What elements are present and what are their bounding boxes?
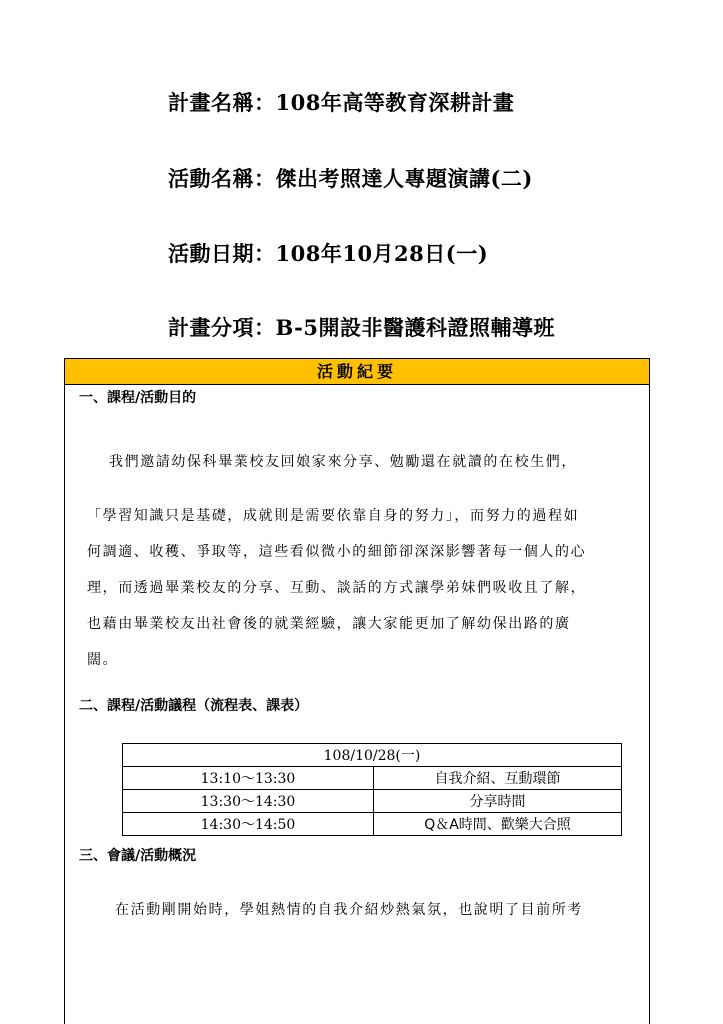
purpose-line-2: 「學習知識只是基礎，成就則是需要依靠自身的努力」，而努力的過程如 <box>87 508 580 524</box>
schedule-activity: 自我介紹、互動環節 <box>374 767 622 790</box>
schedule-time: 13:10～13:30 <box>123 767 374 790</box>
overview-line-1: 在活動剛開始時，學姐熱情的自我介紹炒熱氣氛，也說明了目前所考 <box>115 902 583 918</box>
schedule-row <box>123 813 622 836</box>
purpose-line-3: 何調適、收穫、爭取等，這些看似微小的細節卻深深影響著每一個人的心 <box>87 544 587 560</box>
section-agenda-title: 二、課程/活動議程（流程表、課表） <box>79 698 309 714</box>
activity-name: 活動名稱：傑出考照達人專題演講(二) <box>168 166 533 191</box>
schedule-time: 13:30～14:30 <box>123 790 374 813</box>
plan-name: 計畫名稱：108年高等教育深耕計畫 <box>168 90 515 115</box>
schedule-date: 108/10/28(一) <box>123 744 622 767</box>
plan-item: 計畫分項：B-5開設非醫護科證照輔導班 <box>168 315 555 340</box>
purpose-line-1: 我們邀請幼保科畢業校友回娘家來分享、勉勵還在就讀的在校生們， <box>109 454 577 470</box>
section-purpose-title: 一、課程/活動目的 <box>79 390 197 406</box>
purpose-line-5: 也藉由畢業校友出社會後的就業經驗，讓大家能更加了解幼保出路的廣 <box>87 616 571 632</box>
schedule-row <box>123 767 622 790</box>
activity-date: 活動日期：108年10月28日(一) <box>168 241 489 266</box>
schedule-table <box>122 743 622 836</box>
summary-box <box>64 358 650 1024</box>
schedule-row <box>123 790 622 813</box>
schedule-activity: 分享時間 <box>374 790 622 813</box>
schedule-time: 14:30～14:50 <box>123 813 374 836</box>
summary-title: 活動紀要 <box>65 359 649 385</box>
schedule-activity: Q＆A時間、歡樂大合照 <box>374 813 622 836</box>
purpose-line-4: 理，而透過畢業校友的分享、互動、談話的方式讓學弟妹們吸收且了解， <box>87 580 587 596</box>
schedule-date-row <box>123 744 622 767</box>
section-overview-title: 三、會議/活動概況 <box>79 848 197 864</box>
purpose-line-6: 闊。 <box>87 652 119 668</box>
